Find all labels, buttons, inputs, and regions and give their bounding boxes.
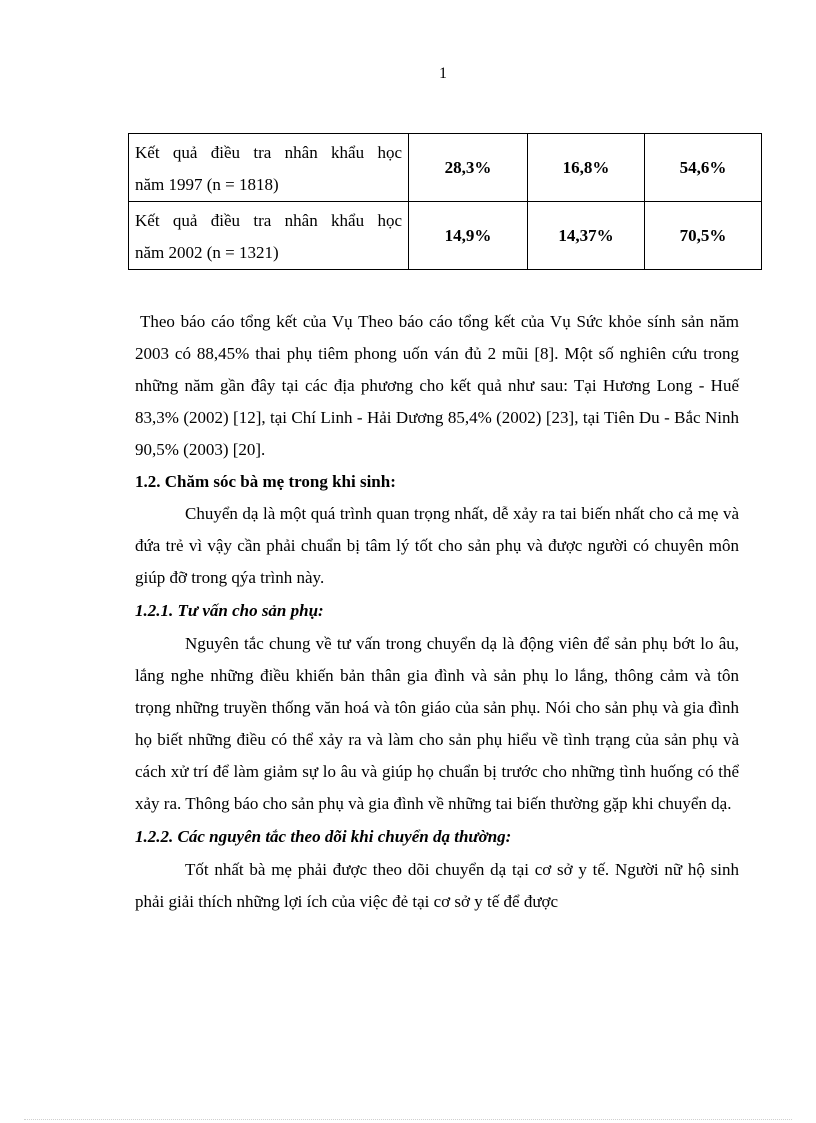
value-cell: 54,6% bbox=[645, 134, 762, 202]
table-row bbox=[129, 134, 762, 202]
heading-1-2-1: 1.2.1. Tư vấn cho sản phụ: bbox=[135, 601, 324, 620]
value-cell: 28,3% bbox=[409, 134, 528, 202]
row-label bbox=[129, 134, 409, 202]
page-bottom-divider bbox=[24, 1119, 792, 1120]
page-number: 1 bbox=[439, 65, 447, 82]
value-cell: 70,5% bbox=[645, 202, 762, 270]
row-label-line1: Kết quả điều tra nhân khẩu học bbox=[135, 142, 402, 162]
value-cell: 14,37% bbox=[528, 202, 645, 270]
value-cell: 14,9% bbox=[409, 202, 528, 270]
paragraph-labor-importance: Chuyển dạ là một quá trình quan trọng nhất, dễ xảy ra tai biến nhất cho cả mẹ và đứa trẻ vì vậy cần phải chuẩn bị tâm lý tốt cho sản phụ và được người có chuyên môn giúp đỡ trong qýa trình này. bbox=[135, 504, 739, 587]
heading-1-2-2: 1.2.2. Các nguyên tắc theo dõi khi chuyển dạ thường: bbox=[135, 827, 512, 846]
table-row bbox=[129, 202, 762, 270]
row-label bbox=[129, 202, 409, 270]
paragraph-counseling-principles: Nguyên tắc chung về tư vấn trong chuyển dạ là động viên để sản phụ bớt lo âu, lắng nghe những điều khiến bản thân gia đình và sản phụ lo lắng, thông cảm và tôn trọng những truyền thống văn hoá và tôn giáo của sản phụ. Nói cho sản phụ và gia đình họ biết những điều có thể xảy ra và làm cho sản phụ hiểu về tình trạng của sản phụ và cách xử trí để làm giảm sự lo âu và giúp họ chuẩn bị trước cho những tình huống có thể xảy ra. Thông báo cho sản phụ và gia đình về những tai biến thường gặp khi chuyển dạ. bbox=[135, 634, 739, 813]
row-label-line2: năm 1997 (n = 1818) bbox=[135, 174, 279, 194]
paragraph-monitoring-principles: Tốt nhất bà mẹ phải được theo dõi chuyển dạ tại cơ sở y tế. Người nữ hộ sinh phải giải thích những lợi ích của việc đẻ tại cơ sở y tế để được bbox=[135, 860, 739, 911]
document-body bbox=[135, 306, 739, 918]
heading-1-2: 1.2. Chăm sóc bà mẹ trong khi sinh: bbox=[135, 472, 396, 491]
row-label-line1: Kết quả điều tra nhân khẩu học bbox=[135, 210, 402, 230]
value-cell: 16,8% bbox=[528, 134, 645, 202]
survey-results-table bbox=[128, 133, 762, 270]
row-label-line2: năm 2002 (n = 1321) bbox=[135, 242, 279, 262]
paragraph-vaccination-report: Theo báo cáo tổng kết của Vụ Theo báo cáo tổng kết của Vụ Sức khỏe sính sản năm 2003 có 88,45% thai phụ tiêm phong uốn ván đủ 2 mũi [8]. Một số nghiên cứu trong những năm gần đây tại các địa phương cho kết quả như sau: Tại Hương Long - Huế 83,3% (2002) [12], tại Chí Linh - Hải Dương 85,4% (2002) [23], tại Tiên Du - Bắc Ninh 90,5% (2003) [20]. bbox=[135, 312, 739, 459]
